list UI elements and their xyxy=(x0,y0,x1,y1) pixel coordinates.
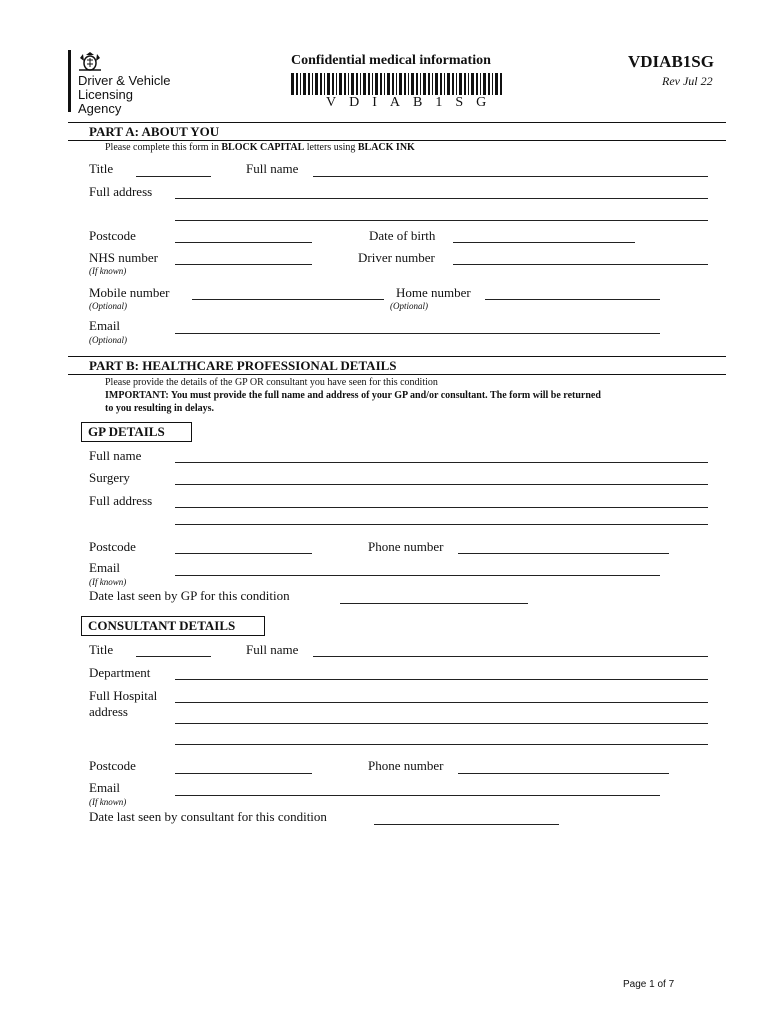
full-address-field-2[interactable] xyxy=(175,220,708,221)
driver-number-label: Driver number xyxy=(358,250,435,265)
dob-label: Date of birth xyxy=(369,228,436,243)
barcode-bar xyxy=(432,73,433,95)
barcode-bar xyxy=(480,73,481,95)
barcode-bar xyxy=(483,73,486,95)
barcode-bar xyxy=(387,73,390,95)
barcode-bar xyxy=(315,73,318,95)
revision: Rev Jul 22 xyxy=(662,74,713,88)
consultant-details-heading: CONSULTANT DETAILS xyxy=(81,616,265,636)
part-b-rule xyxy=(68,356,726,357)
barcode-bar xyxy=(444,73,445,95)
gp-surgery-field[interactable] xyxy=(175,484,708,485)
gp-email-field[interactable] xyxy=(175,575,660,576)
barcode-bar xyxy=(324,73,325,95)
barcode-bar xyxy=(296,73,298,95)
full-address-field-1[interactable] xyxy=(175,198,708,199)
barcode-bar xyxy=(408,73,409,95)
gp-full-address-label: Full address xyxy=(89,493,153,508)
hospital-address-label-2: address xyxy=(89,704,128,719)
mobile-number-label: Mobile number xyxy=(89,285,170,300)
gp-phone-label: Phone number xyxy=(368,539,444,554)
barcode-bar xyxy=(428,73,430,95)
gp-details-heading: GP DETAILS xyxy=(81,422,192,442)
barcode-bar xyxy=(399,73,402,95)
gp-full-name-field[interactable] xyxy=(175,462,708,463)
part-b-heading: PART B: HEALTHCARE PROFESSIONAL DETAILS xyxy=(89,358,397,373)
royal-crest-icon xyxy=(76,52,104,72)
barcode-bar xyxy=(420,73,421,95)
barcode-bar xyxy=(356,73,358,95)
email-optional-note: (Optional) xyxy=(89,335,127,345)
document-title: Confidential medical information xyxy=(291,53,491,68)
full-address-label: Full address xyxy=(89,184,153,199)
gp-full-name-label: Full name xyxy=(89,448,142,463)
barcode-bar xyxy=(375,73,378,95)
consultant-postcode-field[interactable] xyxy=(175,773,312,774)
barcode-bar xyxy=(332,73,334,95)
barcode-bar xyxy=(464,73,466,95)
barcode-bar xyxy=(363,73,366,95)
barcode-bar xyxy=(360,73,361,95)
barcode-bar xyxy=(380,73,382,95)
barcode-bar xyxy=(351,73,354,95)
consultant-phone-field[interactable] xyxy=(458,773,669,774)
barcode-bar xyxy=(452,73,454,95)
barcode-bar xyxy=(336,73,337,95)
part-a-heading: PART A: ABOUT YOU xyxy=(89,124,220,139)
barcode-bar xyxy=(495,73,498,95)
barcode-bar xyxy=(476,73,478,95)
gp-email-if-known-note: (If known) xyxy=(89,577,127,587)
home-number-field[interactable] xyxy=(485,299,660,300)
email-label: Email xyxy=(89,318,121,333)
barcode-bar xyxy=(416,73,418,95)
hospital-address-label-1: Full Hospital xyxy=(89,688,158,703)
full-name-field[interactable] xyxy=(313,176,708,177)
barcode-bar xyxy=(492,73,493,95)
barcode-bar xyxy=(468,73,469,95)
consultant-last-seen-label: Date last seen by consultant for this condition xyxy=(89,809,327,824)
gp-postcode-field[interactable] xyxy=(175,553,312,554)
org-name-line2: Licensing xyxy=(78,87,133,102)
consultant-email-field[interactable] xyxy=(175,795,660,796)
gp-phone-field[interactable] xyxy=(458,553,669,554)
barcode-bar xyxy=(303,73,306,95)
barcode-bar xyxy=(447,73,450,95)
barcode-bar xyxy=(471,73,474,95)
barcode-bar xyxy=(392,73,394,95)
gp-email-label: Email xyxy=(89,560,121,575)
barcode-bar xyxy=(411,73,414,95)
part-a-rule xyxy=(68,122,726,123)
consultant-email-if-known-note: (If known) xyxy=(89,797,127,807)
postcode-label: Postcode xyxy=(89,228,136,243)
hospital-address-field-2[interactable] xyxy=(175,723,708,724)
consultant-title-field[interactable] xyxy=(136,656,211,657)
crest-logo xyxy=(68,50,71,112)
barcode-bar xyxy=(396,73,397,95)
dob-field[interactable] xyxy=(453,242,635,243)
part-b-important-1: IMPORTANT: You must provide the full name and address of your GP and/or consultant. The form will be returned xyxy=(105,390,601,401)
barcode-bar xyxy=(291,73,294,95)
form-code: VDIAB1SG xyxy=(628,52,714,71)
nhs-if-known-note: (If known) xyxy=(89,266,127,276)
barcode-bar xyxy=(300,73,301,95)
barcode-bar xyxy=(440,73,442,95)
consultant-phone-label: Phone number xyxy=(368,758,444,773)
barcode-bar xyxy=(368,73,370,95)
home-number-label: Home number xyxy=(396,285,471,300)
barcode-bar xyxy=(500,73,502,95)
part-b-important-2: to you resulting in delays. xyxy=(105,403,214,414)
part-b-rule-bottom xyxy=(68,374,726,375)
consultant-department-field[interactable] xyxy=(175,679,708,680)
page-number: Page 1 of 7 xyxy=(623,979,675,990)
mobile-number-field[interactable] xyxy=(192,299,384,300)
barcode-bar xyxy=(435,73,438,95)
part-a-instruction: Please complete this form in BLOCK CAPITAL letters using BLACK INK xyxy=(105,142,415,153)
gp-address-field-2[interactable] xyxy=(175,524,708,525)
barcode-bar xyxy=(456,73,457,95)
consultant-full-name-label: Full name xyxy=(246,642,299,657)
gp-last-seen-label: Date last seen by GP for this condition xyxy=(89,588,290,603)
barcode xyxy=(291,73,503,95)
mobile-optional-note: (Optional) xyxy=(89,301,127,311)
barcode-bar xyxy=(312,73,313,95)
title-field[interactable] xyxy=(136,176,211,177)
org-name-line3: Agency xyxy=(78,101,122,116)
consultant-title-label: Title xyxy=(89,642,114,657)
title-label: Title xyxy=(89,161,114,176)
hospital-address-field-1[interactable] xyxy=(175,702,708,703)
gp-address-field-1[interactable] xyxy=(175,507,708,508)
barcode-bar xyxy=(459,73,462,95)
barcode-bar xyxy=(327,73,330,95)
nhs-number-label: NHS number xyxy=(89,250,158,265)
consultant-department-label: Department xyxy=(89,665,151,680)
part-b-instruction: Please provide the details of the GP OR consultant you have seen for this condition xyxy=(105,377,438,388)
hospital-address-field-3[interactable] xyxy=(175,744,708,745)
gp-postcode-label: Postcode xyxy=(89,539,136,554)
barcode-bar xyxy=(308,73,310,95)
barcode-bar xyxy=(488,73,490,95)
barcode-bar xyxy=(320,73,322,95)
postcode-field[interactable] xyxy=(175,242,312,243)
gp-last-seen-field[interactable] xyxy=(340,603,528,604)
email-field[interactable] xyxy=(175,333,660,334)
consultant-postcode-label: Postcode xyxy=(89,758,136,773)
barcode-bar xyxy=(348,73,349,95)
driver-number-field[interactable] xyxy=(453,264,708,265)
part-a-rule-bottom xyxy=(68,140,726,141)
barcode-bar xyxy=(372,73,373,95)
consultant-email-label: Email xyxy=(89,780,121,795)
full-name-label: Full name xyxy=(246,161,299,176)
home-optional-note: (Optional) xyxy=(390,301,428,311)
barcode-bar xyxy=(344,73,346,95)
barcode-bar xyxy=(404,73,406,95)
barcode-bar xyxy=(384,73,385,95)
gp-surgery-label: Surgery xyxy=(89,470,130,485)
barcode-bar xyxy=(339,73,342,95)
consultant-last-seen-field[interactable] xyxy=(374,824,559,825)
barcode-bar xyxy=(423,73,426,95)
consultant-full-name-field[interactable] xyxy=(313,656,708,657)
org-name-line1: Driver & Vehicle xyxy=(78,73,171,88)
nhs-number-field[interactable] xyxy=(175,264,312,265)
barcode-text: VDIAB1SG xyxy=(326,95,500,110)
